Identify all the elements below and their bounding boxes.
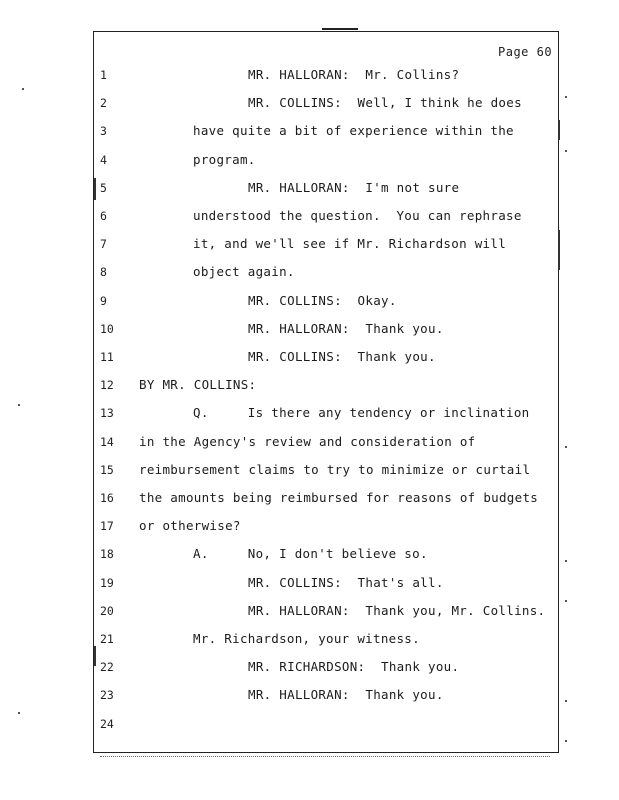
line-text: the amounts being reimbursed for reasons of budgets: [139, 490, 539, 505]
margin-mark: [558, 230, 560, 270]
transcript-line: [0, 601, 619, 621]
margin-dot: [18, 404, 20, 406]
line-text: have quite a bit of experience within the: [193, 123, 514, 139]
margin-dot: [565, 150, 567, 152]
margin-dot: [565, 700, 567, 702]
transcript-line: [0, 460, 619, 480]
transcript-line: [0, 178, 619, 198]
line-number: 11: [100, 350, 114, 364]
transcript-line: [0, 714, 619, 734]
line-text: A. No, I don't believe so.: [193, 546, 428, 562]
transcript-line: [0, 93, 619, 113]
margin-dot: [565, 600, 567, 602]
line-text: MR. COLLINS: Thank you.: [248, 349, 436, 364]
line-number: 13: [100, 406, 114, 421]
transcript-line: [0, 685, 619, 705]
line-text: MR. HALLORAN: Thank you.: [248, 320, 444, 336]
line-text: or otherwise?: [139, 518, 241, 534]
transcript-line: [0, 403, 619, 423]
page-number: Page 60: [498, 45, 553, 59]
line-text: Q. Is there any tendency or inclination: [193, 405, 530, 421]
line-number: 22: [100, 660, 114, 675]
transcript-line: [0, 544, 619, 564]
line-number: 24: [100, 716, 114, 731]
margin-mark: [94, 646, 96, 666]
margin-dot: [565, 740, 567, 742]
top-rule: [322, 28, 358, 30]
margin-dot: [565, 446, 567, 448]
line-number: 1: [100, 68, 107, 82]
line-number: 4: [100, 152, 107, 167]
line-text: MR. COLLINS: That's all.: [248, 574, 444, 590]
line-number: 5: [100, 180, 107, 195]
line-text: it, and we'll see if Mr. Richardson will: [193, 236, 507, 252]
margin-dot: [565, 96, 567, 98]
line-number: 10: [100, 321, 114, 336]
transcript-line: [0, 206, 619, 226]
margin-dot: [18, 712, 20, 714]
transcript-line: [0, 234, 619, 254]
transcript-line: [0, 65, 619, 85]
transcript-line: [0, 516, 619, 536]
transcript-line: [0, 291, 619, 311]
line-text: MR. COLLINS: Okay.: [248, 292, 397, 308]
transcript-line: [0, 657, 619, 677]
line-text: MR. HALLORAN: Thank you.: [248, 687, 444, 703]
margin-mark: [558, 120, 560, 140]
line-number: 2: [100, 96, 107, 111]
transcript-line: [0, 121, 619, 141]
line-text: in the Agency's review and consideration of: [139, 433, 476, 449]
line-text: MR. COLLINS: Well, I think he does: [248, 95, 522, 111]
line-number: 19: [100, 575, 114, 590]
line-number: 21: [100, 632, 114, 646]
transcript-line: [0, 319, 619, 339]
margin-dot: [22, 88, 24, 90]
bottom-noise: [100, 756, 550, 760]
line-number: 15: [100, 462, 114, 477]
line-text: MR. HALLORAN: Thank you, Mr. Collins.: [248, 602, 546, 618]
line-number: 9: [100, 293, 107, 308]
transcript-line: [0, 573, 619, 593]
line-number: 12: [100, 378, 114, 393]
line-number: 8: [100, 265, 107, 280]
transcript-line: [0, 432, 619, 452]
transcript-line: [0, 150, 619, 170]
line-text: Mr. Richardson, your witness.: [193, 631, 420, 646]
margin-dot: [565, 560, 567, 562]
line-number: 18: [100, 547, 114, 562]
line-number: 16: [100, 491, 114, 505]
line-number: 6: [100, 209, 107, 223]
transcript-line: [0, 262, 619, 282]
transcript-line: [0, 488, 619, 508]
line-number: 23: [100, 688, 114, 703]
line-text: program.: [193, 151, 256, 167]
line-text: BY MR. COLLINS:: [139, 377, 257, 393]
line-text: object again.: [193, 264, 295, 280]
line-text: understood the question. You can rephrase: [193, 208, 522, 223]
transcript-line: [0, 347, 619, 367]
line-number: 17: [100, 519, 114, 534]
line-number: 7: [100, 237, 107, 252]
transcript-line: [0, 629, 619, 649]
line-text: reimbursement claims to try to minimize or curtail: [139, 461, 531, 477]
line-number: 3: [100, 124, 107, 139]
transcript-line: [0, 375, 619, 395]
line-number: 20: [100, 603, 114, 618]
margin-mark: [94, 178, 96, 200]
line-number: 14: [100, 434, 114, 449]
line-text: MR. HALLORAN: Mr. Collins?: [248, 67, 460, 82]
line-text: MR. HALLORAN: I'm not sure: [248, 179, 460, 195]
line-text: MR. RICHARDSON: Thank you.: [248, 659, 460, 675]
